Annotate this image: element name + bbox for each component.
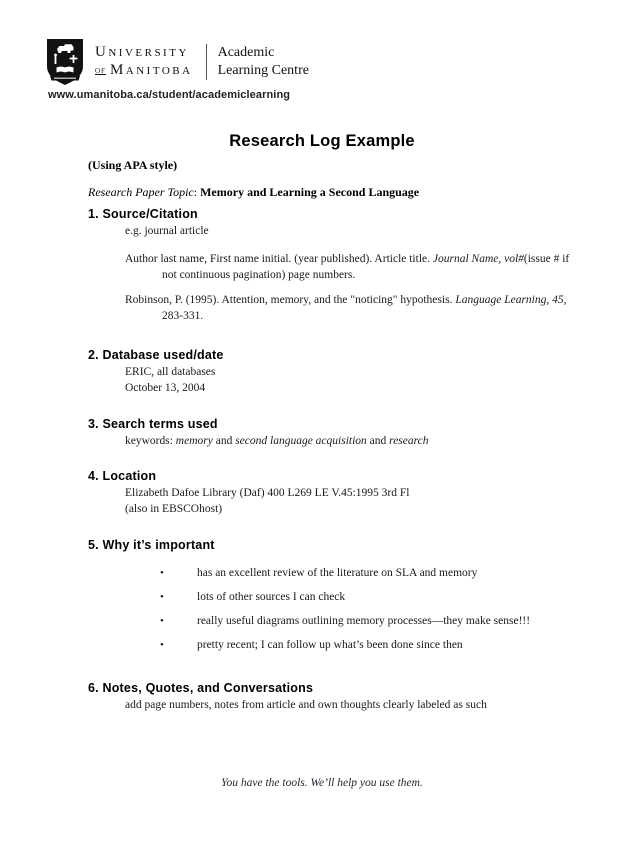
section-database: [88, 348, 224, 396]
citation-example: [125, 292, 569, 324]
section-1-heading: 1. Source/Citation: [88, 207, 198, 221]
research-topic-value: Memory and Learning a Second Language: [200, 185, 420, 199]
keywords-and-1: and: [212, 435, 236, 447]
list-item: [160, 614, 530, 630]
letterhead: [45, 38, 309, 101]
notes-instruction: add page numbers, notes from article and own thoughts clearly labeled as such: [125, 699, 487, 711]
database-date: October 13, 2004: [125, 382, 206, 394]
section-notes: [88, 681, 487, 713]
website-url: www.umanitoba.ca/student/academiclearning: [48, 89, 291, 101]
bullet-text: pretty recent; I can follow up what’s been done since then: [197, 639, 463, 651]
keywords-label: keywords:: [125, 435, 176, 447]
citation-template-text: Author last name, First name initial. (year published). Article title.: [125, 253, 433, 265]
database-name: ERIC, all databases: [125, 366, 216, 378]
location-alt: (also in EBSCOhost): [125, 503, 223, 515]
section-importance: [88, 538, 530, 662]
bullet-icon: •: [160, 615, 164, 627]
page-title: Research Log Example: [229, 132, 415, 150]
location-call-number: Elizabeth Dafoe Library (Daf) 400 L269 LE V.45:1995 3rd Fl: [125, 487, 410, 499]
logo-row: [45, 38, 309, 86]
university-crest-icon: [45, 38, 85, 86]
bullet-text: really useful diagrams outlining memory processes—they make sense!!!: [197, 615, 531, 627]
keyword-2: second language acquisition: [235, 435, 367, 447]
bullet-text: has an excellent review of the literature on SLA and memory: [197, 567, 478, 579]
list-item: [160, 638, 530, 654]
style-note: (Using APA style): [88, 158, 178, 172]
department-name: [218, 44, 309, 80]
keyword-1: memory: [175, 435, 213, 447]
research-topic-label: Research Paper Topic: [88, 185, 194, 199]
bullet-text: lots of other sources I can check: [197, 591, 346, 603]
research-topic: [88, 185, 419, 200]
list-item: [160, 566, 530, 582]
citation-template-issue: (issue # if: [523, 253, 570, 265]
footer-tagline: You have the tools. We’ll help you use them.: [221, 777, 423, 789]
section-3-heading: 3. Search terms used: [88, 417, 218, 431]
university-name-line2: Manitoba: [109, 62, 193, 78]
university-name-line1: University: [95, 44, 189, 60]
university-wordmark: [95, 44, 193, 80]
importance-bullet-list: [160, 566, 530, 654]
university-name-of: of: [95, 66, 106, 76]
section-search-terms: [88, 417, 429, 449]
bullet-icon: •: [160, 567, 164, 579]
department-line1: Academic: [217, 45, 275, 60]
list-item: [160, 590, 530, 606]
section-6-heading: 6. Notes, Quotes, and Conversations: [88, 681, 314, 695]
bullet-icon: •: [160, 591, 164, 603]
citation-template-line2: not continuous pagination) page numbers.: [162, 269, 356, 281]
citation-example-journal: Language Learning, 45,: [455, 294, 567, 306]
research-topic-separator: :: [193, 185, 201, 199]
section-location: [88, 469, 409, 517]
citation-example-pages: 283-331.: [162, 310, 204, 322]
header-divider: [206, 44, 207, 80]
citation-template-journal: Journal Name, vol#: [432, 253, 524, 265]
citation-example-text: Robinson, P. (1995). Attention, memory, and the "noticing" hypothesis.: [125, 294, 456, 306]
section-5-heading: 5. Why it’s important: [88, 538, 215, 552]
section-4-heading: 4. Location: [88, 469, 157, 483]
keyword-3: research: [389, 435, 429, 447]
section-source-citation: [88, 207, 569, 324]
bullet-icon: •: [160, 639, 164, 651]
keywords-and-2: and: [366, 435, 390, 447]
citation-template: [125, 251, 569, 283]
keywords-line: [125, 433, 429, 449]
department-line2: Learning Centre: [217, 63, 309, 78]
section-2-heading: 2. Database used/date: [88, 348, 224, 362]
source-example: e.g. journal article: [125, 225, 209, 237]
